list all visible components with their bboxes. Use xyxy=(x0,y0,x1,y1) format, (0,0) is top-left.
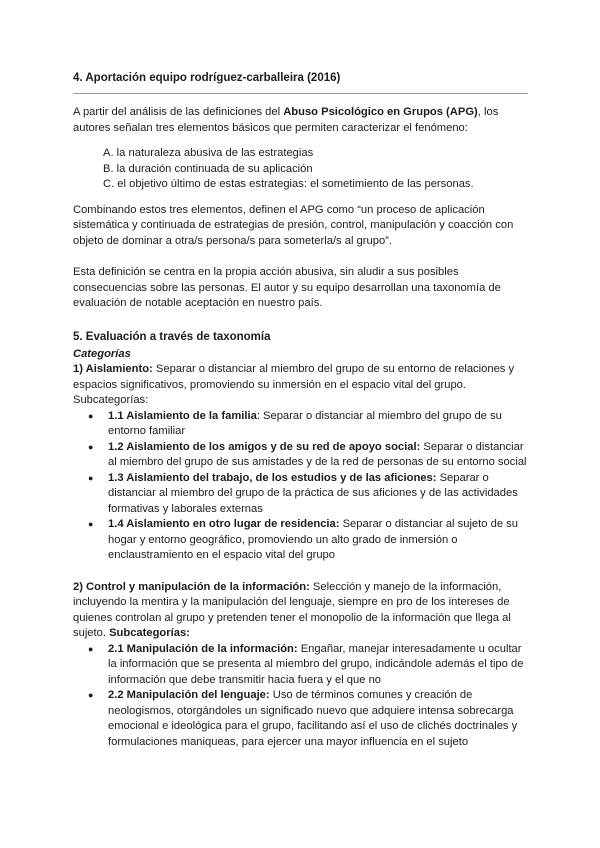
category-2-subcategories-label: Subcategorías: xyxy=(109,627,190,639)
subcategory-text: Engañar, manejar interesadamente u ocultar la información que se presenta al miembro del grupo, indicándole además el tipo de información que debe transmitir hacia fuera y el que no xyxy=(108,642,524,686)
category-1-subcategories-label: Subcategorías: xyxy=(73,394,149,406)
list-item xyxy=(73,409,528,440)
category-2-label: 2) Control y manipulación de la información: xyxy=(73,580,310,593)
element-item-a: A. la naturaleza abusiva de las estrategias xyxy=(103,147,314,159)
list-item xyxy=(73,688,528,750)
category-1-description xyxy=(73,362,528,393)
subcategory-label: 1.4 Aislamiento en otro lugar de residencia: xyxy=(108,518,340,530)
category-1-text: Separar o distanciar al miembro del grupo de su entorno de relaciones y espacios significativos, promoviendo su inmersión en el espacio vital del grupo. xyxy=(73,363,515,391)
category-1-subcategory-list xyxy=(73,409,528,564)
section-4-intro xyxy=(73,105,528,136)
subcategory-label: 2.2 Manipulación del lenguaje: xyxy=(108,689,270,701)
definition-comment-paragraph: Esta definición se centra en la propia acción abusiva, sin aludir a sus posibles consecuencias sobre las personas. El autor y su equipo desarrollan una taxonomía de evaluación de notable aceptación en nuestro país. xyxy=(73,266,501,309)
subcategory-text: Separar o distanciar al miembro del grupo de sus amistades y de la red de personas de su entorno social xyxy=(108,440,527,468)
category-2-text: Selección y manejo de la información, incluyendo la mentira y la manipulación del lenguaje, siempre en pro de los intereses de quienes controlan al grupo y pretenden tener el monopolio de la información que llega al sujeto. xyxy=(73,580,511,639)
list-item xyxy=(73,517,528,564)
elements-list xyxy=(103,146,528,193)
list-item xyxy=(73,440,528,471)
category-2-subcategory-list xyxy=(73,642,528,751)
apg-definition-paragraph: Combinando estos tres elementos, definen el APG como “un proceso de aplicación sistemática y continuada de estrategias de presión, control, manipulación y coacción con objeto de dominar a otra/s persona/s para someterla/s al grupo”. xyxy=(73,203,514,247)
list-item xyxy=(73,471,528,518)
section-4-title: 4. Aportación equipo rodríguez-carballeira (2016) xyxy=(73,72,341,84)
subcategory-label: 1.2 Aislamiento de los amigos y de su red de apoyo social: xyxy=(108,440,421,453)
document-content xyxy=(73,71,528,750)
subcategory-text: Uso de términos comunes y creación de neologismos, otorgándoles un significado nuevo que adquiere intensa sobrecarga emocional e ideológica para el grupo, facilitando así el uso de clichés doctrinales y formulaciones maniqueas, para ejercer una mayor influencia en el sujeto xyxy=(108,689,518,748)
apg-term: Abuso Psicológico en Grupos (APG) xyxy=(283,106,478,118)
section-5-title: 5. Evaluación a través de taxonomía xyxy=(73,330,271,343)
subcategory-label: 1.1 Aislamiento de la familia xyxy=(108,409,257,422)
subcategory-label: 2.1 Manipulación de la información: xyxy=(108,642,298,655)
category-1-label: 1) Aislamiento: xyxy=(73,363,153,375)
subcategory-label: 1.3 Aislamiento del trabajo, de los estudios y de las aficiones: xyxy=(108,471,437,484)
subcategory-text: Separar o distanciar al miembro del grupo de la práctica de sus aficiones y de las actividades formativas y laborales externas xyxy=(108,471,518,515)
subcategory-text: Separar o distanciar al sujeto de su hogar y entorno geográfico, promoviendo un alto grado de inmersión o enclaustramiento en el espacio vital del grupo xyxy=(108,518,518,561)
element-item-c: C. el objetivo último de estas estrategias: el sometimiento de las personas. xyxy=(103,178,474,190)
element-item-b: B. la duración continuada de su aplicación xyxy=(103,162,313,175)
category-2-description xyxy=(73,580,528,642)
categories-heading: Categorías xyxy=(73,347,131,360)
intro-text-end: , los autores señalan tres elementos básicos que permiten caracterizar el fenómeno: xyxy=(73,106,499,134)
subcategory-text: : Separar o distanciar al miembro del grupo de su entorno familiar xyxy=(108,409,502,437)
horizontal-rule xyxy=(73,93,528,94)
list-item xyxy=(73,642,528,689)
intro-text-start: A partir del análisis de las definiciones del xyxy=(73,106,284,118)
